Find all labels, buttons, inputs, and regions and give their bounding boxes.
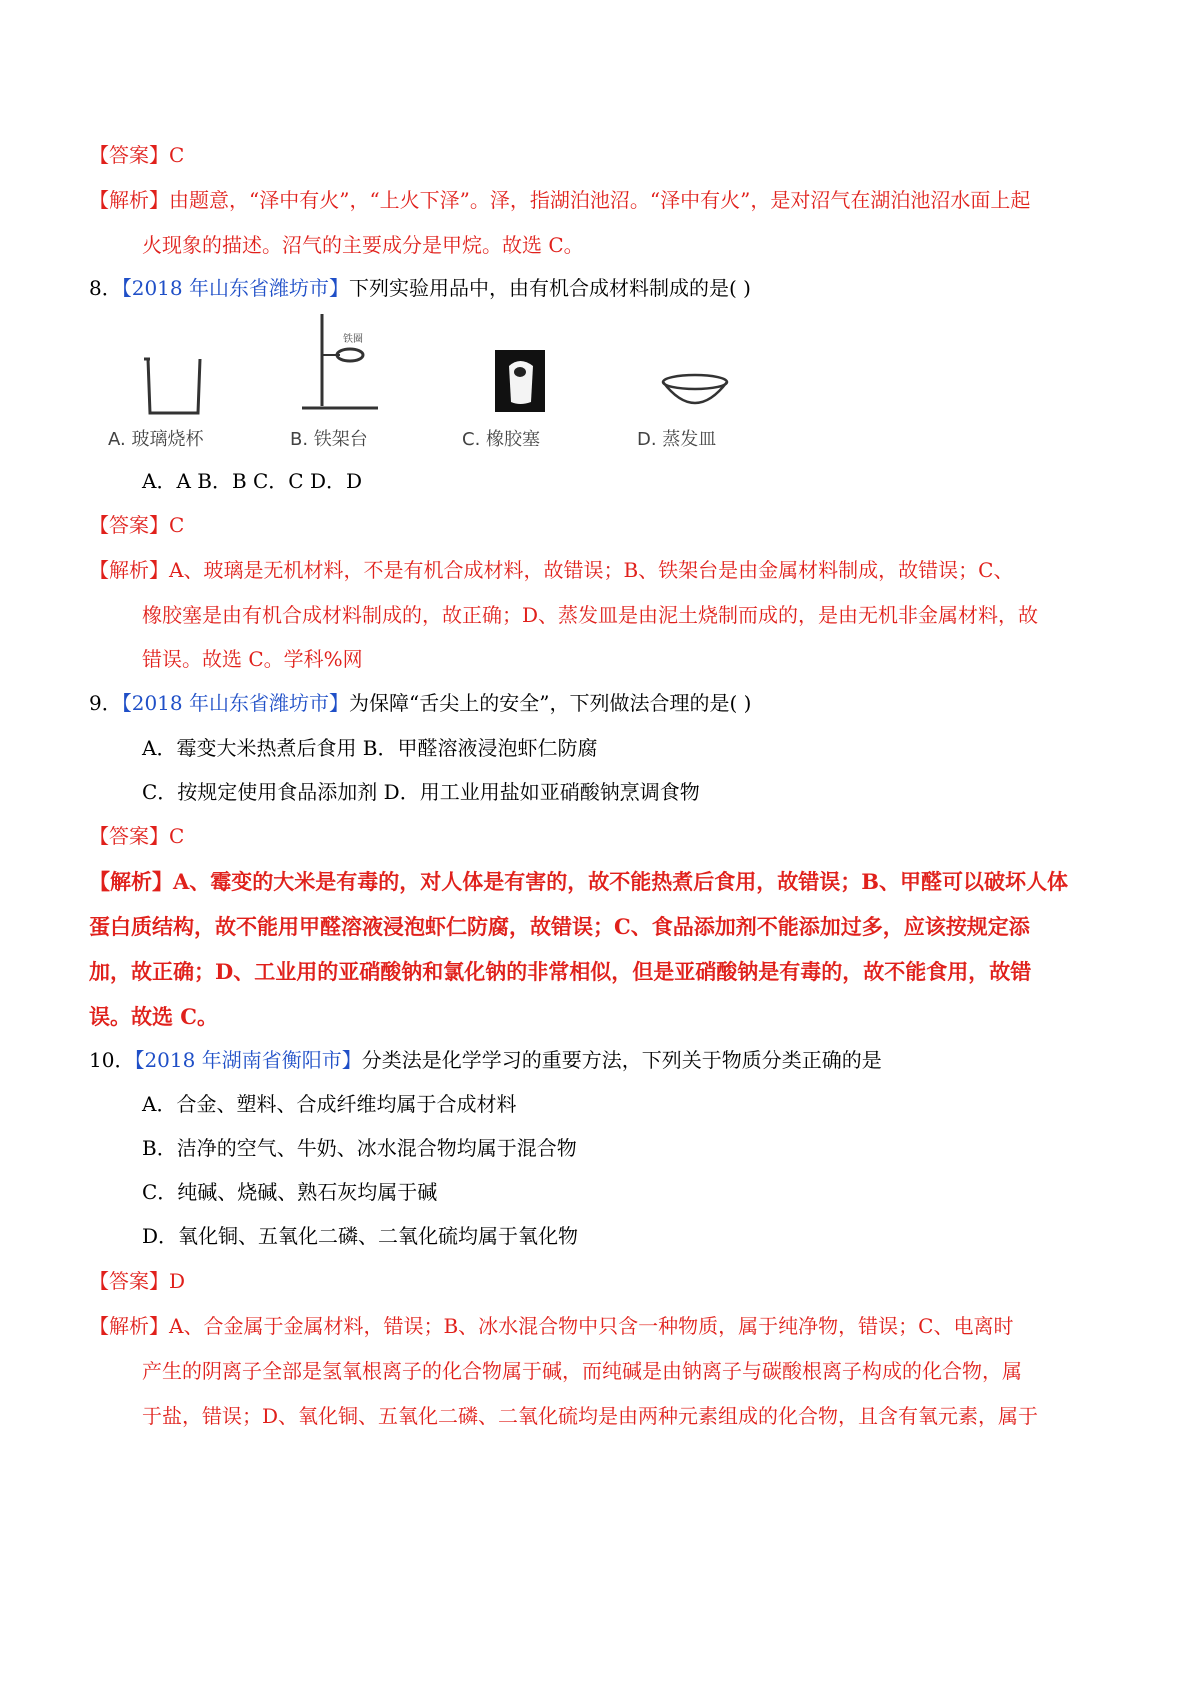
explanation-line-9c: 加，故正确；D、工业用的亚硝酸钠和氯化钠的非常相似，但是亚硝酸钠是有毒的，故不能食用，故错 xyxy=(89,959,1032,984)
explanation-tag: 【解析】 xyxy=(89,1314,169,1338)
answer-value: C xyxy=(169,513,185,537)
answer-value: C xyxy=(169,143,185,167)
explanation-line-9a xyxy=(89,868,1068,896)
question-source: 【2018 年湖南省衡阳市】 xyxy=(134,1048,362,1072)
answer-tag: 【答案】 xyxy=(89,143,169,167)
figure-label-d: D. 蒸发皿 xyxy=(637,429,717,450)
explanation-line-7b: 火现象的描述。沼气的主要成分是甲烷。故选 C。 xyxy=(142,233,584,257)
explanation-line-9b: 蛋白质结构，故不能用甲醛溶液浸泡虾仁防腐，故错误；C、食品添加剂不能添加过多，应该按规定添 xyxy=(89,914,1030,939)
answer-tag: 【答案】 xyxy=(89,513,169,537)
question-10 xyxy=(89,1046,882,1074)
answer-tag: 【答案】 xyxy=(89,1269,169,1293)
question-9-options-cd: C．按规定使用食品添加剂 D．用工业用盐如亚硝酸钠烹调食物 xyxy=(142,780,700,804)
question-8-options: A．A B．B C．C D．D xyxy=(142,469,363,493)
explanation-text: 由题意，“泽中有火”，“上火下泽”。泽，指湖泊池沼。“泽中有火”，是对沼气在湖泊池沼水面上起 xyxy=(169,188,1031,212)
question-number: 8． xyxy=(89,276,122,300)
question-10-option-a: A．合金、塑料、合成纤维均属于合成材料 xyxy=(142,1092,517,1116)
rubber-stopper-figure xyxy=(495,350,545,412)
answer-value: D xyxy=(169,1269,186,1293)
question-text: 下列实验用品中，由有机合成材料制成的是( ) xyxy=(349,276,751,300)
question-10-option-b: B．洁净的空气、牛奶、冰水混合物均属于混合物 xyxy=(142,1136,577,1160)
question-text: 分类法是化学学习的重要方法，下列关于物质分类正确的是 xyxy=(361,1048,882,1072)
answer-tag: 【答案】 xyxy=(89,824,169,848)
figure-label-b: B. 铁架台 xyxy=(290,429,368,450)
explanation-text: A、合金属于金属材料，错误；B、冰水混合物中只含一种物质，属于纯净物，错误；C、电离时 xyxy=(169,1314,1014,1338)
question-8 xyxy=(89,274,751,302)
explanation-line-8c: 错误。故选 C。学科%网 xyxy=(142,647,363,671)
explanation-line-10b: 产生的阴离子全部是氢氧根离子的化合物属于碱，而纯碱是由钠离子与碳酸根离子构成的化合物，属 xyxy=(142,1359,1022,1383)
beaker-figure xyxy=(140,355,210,417)
question-10-option-d: D．氧化铜、五氧化二磷、二氧化硫均属于氧化物 xyxy=(142,1224,579,1248)
explanation-text: A、玻璃是无机材料，不是有机合成材料，故错误；B、铁架台是由金属材料制成，故错误；C、 xyxy=(169,558,1014,582)
question-text: 为保障“舌尖上的安全”，下列做法合理的是( ) xyxy=(349,691,752,715)
answer-line-8 xyxy=(89,511,184,539)
answer-value: C xyxy=(169,824,185,848)
figure-label-c: C. 橡胶塞 xyxy=(462,429,541,450)
figure-label-a: A. 玻璃烧杯 xyxy=(108,429,204,450)
explanation-line-8a xyxy=(89,556,1013,584)
evaporating-dish-figure xyxy=(660,372,730,414)
explanation-tag: 【解析】 xyxy=(89,558,169,582)
explanation-line-10a xyxy=(89,1312,1013,1340)
explanation-tag: 【解析】 xyxy=(89,188,169,212)
question-9-options-ab: A．霉变大米热煮后食用 B．甲醛溶液浸泡虾仁防腐 xyxy=(142,736,598,760)
question-number: 10． xyxy=(89,1048,135,1072)
explanation-line-10c: 于盐，错误；D、氧化铜、五氧化二磷、二氧化硫均是由两种元素组成的化合物，且含有氧元素，属于 xyxy=(142,1404,1039,1428)
explanation-line-9d: 误。故选 C。 xyxy=(89,1004,219,1029)
question-9 xyxy=(89,689,751,717)
explanation-line-7a xyxy=(89,186,1030,214)
answer-line-10 xyxy=(89,1267,185,1295)
explanation-text: A、霉变的大米是有毒的，对人体是有害的，故不能热煮后食用，故错误；B、甲醛可以破坏人体 xyxy=(173,869,1069,894)
question-number: 9． xyxy=(89,691,122,715)
answer-line-9 xyxy=(89,822,184,850)
explanation-line-8b: 橡胶塞是由有机合成材料制成的，故正确；D、蒸发皿是由泥土烧制而成的，是由无机非金属材料，故 xyxy=(142,603,1039,627)
answer-line-7 xyxy=(89,141,184,169)
question-source: 【2018 年山东省潍坊市】 xyxy=(121,691,349,715)
iron-ring-tag: 铁圈 xyxy=(343,334,363,345)
iron-stand-figure xyxy=(300,310,380,420)
explanation-tag: 【解析】 xyxy=(89,869,173,894)
question-10-option-c: C．纯碱、烧碱、熟石灰均属于碱 xyxy=(142,1180,438,1204)
question-source: 【2018 年山东省潍坊市】 xyxy=(121,276,349,300)
